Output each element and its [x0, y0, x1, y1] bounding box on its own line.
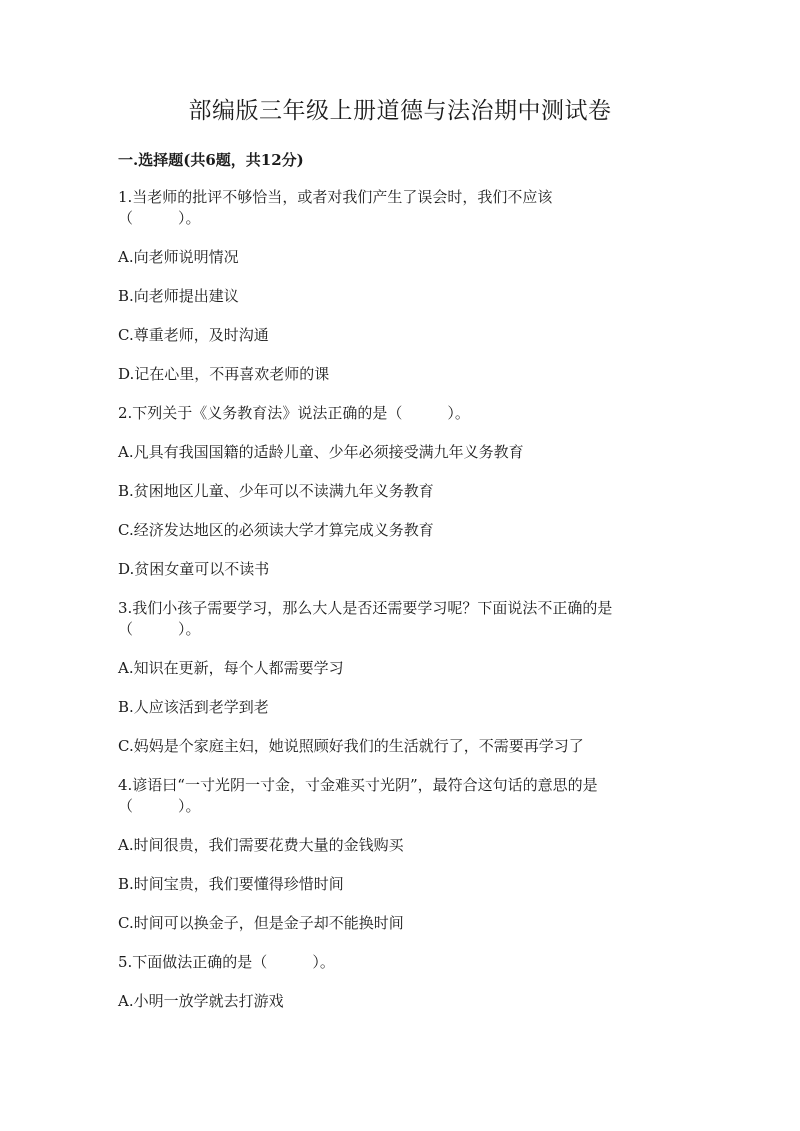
option-2c: C.经济发达地区的必须读大学才算完成义务教育 — [118, 521, 434, 539]
option-1b: B.向老师提出建议 — [118, 287, 239, 305]
question-text: 4.谚语曰“一寸光阴一寸金，寸金难买寸光阴”，最符合这句话的意思的是 — [118, 776, 598, 794]
question-text: 5.下面做法正确的是（ ）。 — [118, 953, 335, 971]
option-3b: B.人应该活到老学到老 — [118, 698, 269, 716]
question-stem-5 — [118, 952, 678, 973]
exam-title: 部编版三年级上册道德与法治期中测试卷 — [188, 98, 612, 124]
option-2b: B.贫困地区儿童、少年可以不读满九年义务教育 — [118, 482, 434, 500]
question-text: 2.下列关于《义务教育法》说法正确的是（ ）。 — [118, 404, 470, 422]
option-3a: A.知识在更新，每个人都需要学习 — [118, 659, 344, 677]
question-text: 1.当老师的批评不够恰当，或者对我们产生了误会时，我们不应该 — [118, 188, 553, 206]
question-stem-2 — [118, 403, 678, 424]
option-1d: D.记在心里，不再喜欢老师的课 — [118, 365, 330, 383]
question-stem-1 — [118, 187, 678, 229]
answer-blank: （ ）。 — [118, 620, 201, 638]
option-4a: A.时间很贵，我们需要花费大量的金钱购买 — [118, 836, 404, 854]
answer-blank: （ ）。 — [118, 209, 201, 227]
option-4c: C.时间可以换金子，但是金子却不能换时间 — [118, 914, 404, 932]
question-list — [118, 187, 678, 1030]
option-1a: A.向老师说明情况 — [118, 248, 239, 266]
section-heading: 一.选择题(共6题，共12分) — [118, 151, 304, 169]
option-4b: B.时间宝贵，我们要懂得珍惜时间 — [118, 875, 344, 893]
question-stem-4 — [118, 775, 678, 817]
option-3c: C.妈妈是个家庭主妇，她说照顾好我们的生活就行了，不需要再学习了 — [118, 737, 584, 755]
option-1c: C.尊重老师，及时沟通 — [118, 326, 269, 344]
option-2a: A.凡具有我国国籍的适龄儿童、少年必须接受满九年义务教育 — [118, 443, 524, 461]
answer-blank: （ ）。 — [118, 797, 201, 815]
option-2d: D.贫困女童可以不读书 — [118, 560, 270, 578]
question-stem-3 — [118, 598, 678, 640]
question-text: 3.我们小孩子需要学习，那么大人是否还需要学习呢？下面说法不正确的是 — [118, 599, 613, 617]
option-5a: A.小明一放学就去打游戏 — [118, 992, 284, 1010]
